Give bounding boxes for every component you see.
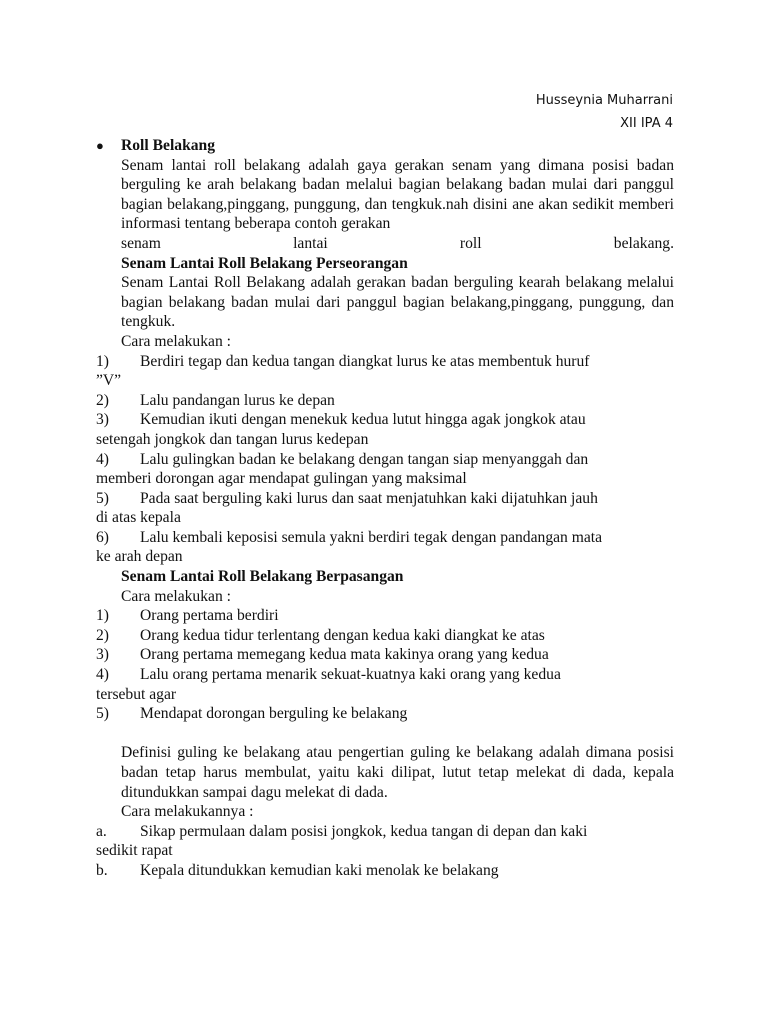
list-item: [96, 606, 674, 626]
list-text-continued: tersebut agar: [96, 685, 177, 703]
list-item: [96, 391, 674, 411]
list-item: [96, 626, 674, 646]
cara-melakukannya-label: Cara melakukannya :: [121, 803, 254, 821]
list-text-continued: ke arah depan: [96, 548, 183, 566]
cara-melakukan-label: Cara melakukan :: [121, 587, 231, 605]
list-text-continued: sedikit rapat: [96, 842, 173, 860]
list-number: 4): [96, 666, 109, 684]
subsection-title-perseorangan: Senam Lantai Roll Belakang Perseorangan: [121, 254, 408, 272]
list-item: [96, 352, 674, 391]
intro-text: Senam lantai roll belakang adalah gaya gerakan senam yang dimana posisi badan berguling ke arah belakang badan melalui bagian belakang badan mulai dari panggul bagian belakang,pinggang, punggung, dan tengkuk.nah disini ane akan sedikit memberi informasi tentang beberapa contoh gerakan: [121, 156, 674, 233]
list-text: Kemudian ikuti dengan menekuk kedua lutut hingga agak jongkok atau: [140, 411, 586, 429]
list-text: Pada saat berguling kaki lurus dan saat menjatuhkan kaki dijatuhkan jauh: [140, 489, 598, 507]
list-text: Lalu gulingkan badan ke belakang dengan tangan siap menyanggah dan: [140, 450, 589, 468]
author-class: XII IPA 4: [620, 116, 673, 131]
list-text: Lalu kembali keposisi semula yakni berdiri tegak dengan pandangan mata: [140, 528, 603, 546]
list-number: 6): [96, 528, 109, 546]
list-text-continued: ”V”: [96, 372, 122, 390]
berpasangan-steps: [96, 606, 674, 724]
list-number: 3): [96, 646, 109, 664]
list-text: Lalu pandangan lurus ke depan: [140, 391, 335, 409]
perseorangan-steps: [96, 352, 674, 568]
list-number: 5): [96, 705, 109, 723]
list-text: Lalu orang pertama menarik sekuat-kuatnya kaki orang yang kedua: [140, 666, 561, 684]
list-item: [96, 704, 674, 724]
list-text: Kepala ditundukkan kemudian kaki menolak ke belakang: [140, 861, 499, 879]
list-item: [96, 528, 674, 567]
list-text-continued: memberi dorongan agar mendapat gulingan yang maksimal: [96, 470, 467, 488]
list-text: Mendapat dorongan berguling ke belakang: [140, 705, 408, 723]
list-number: 2): [96, 391, 109, 409]
section-roll-belakang: [96, 136, 674, 156]
author-header: [373, 89, 673, 135]
list-item: [96, 645, 674, 665]
list-text: Orang kedua tidur terlentang dengan kedua kaki diangkat ke atas: [140, 626, 545, 644]
list-number: 1): [96, 607, 109, 625]
intro-last-line: senam lantai roll belakang.: [121, 234, 674, 252]
perseorangan-description: Senam Lantai Roll Belakang adalah gerakan badan berguling kearah belakang melalui bagian belakang badan mulai dari panggul bagian belakang,pinggang, punggung, dan tengkuk.: [121, 274, 674, 331]
bullet-icon: ●: [96, 138, 104, 153]
section-title: Roll Belakang: [121, 137, 216, 154]
definition-steps: [96, 822, 674, 881]
cara-melakukan-label: Cara melakukan :: [121, 332, 231, 350]
list-number: 5): [96, 489, 109, 507]
list-item: [96, 861, 674, 881]
definition-paragraph: Definisi guling ke belakang atau pengertian guling ke belakang adalah dimana posisi badan tetap harus membulat, yaitu kaki dilipat, lutut tetap melekat di dada, kepala ditundukkan sampai dagu melekat di dada.: [121, 744, 674, 801]
intro-paragraph: [96, 156, 674, 254]
author-name: Husseynia Muharrani: [535, 93, 673, 108]
list-text: Sikap permulaan dalam posisi jongkok, kedua tangan di depan dan kaki: [140, 822, 588, 840]
document-body: [96, 136, 674, 881]
list-item: [96, 822, 674, 861]
list-number: 1): [96, 352, 109, 370]
list-number: 4): [96, 450, 109, 468]
list-item: [96, 450, 674, 489]
list-number: 2): [96, 626, 109, 644]
list-text: Orang pertama berdiri: [140, 607, 279, 625]
list-text: Orang pertama memegang kedua mata kakinya orang yang kedua: [140, 646, 549, 664]
list-number: 3): [96, 411, 109, 429]
list-item: [96, 489, 674, 528]
paragraph-spacer: [96, 724, 674, 744]
subsection-title-berpasangan: Senam Lantai Roll Belakang Berpasangan: [121, 568, 404, 586]
list-text-continued: di atas kepala: [96, 509, 181, 527]
list-letter: a.: [96, 822, 107, 840]
list-text-continued: setengah jongkok dan tangan lurus kedepan: [96, 430, 369, 448]
list-letter: b.: [96, 861, 108, 879]
list-item: [96, 410, 674, 449]
list-item: [96, 665, 674, 704]
list-text: Berdiri tegap dan kedua tangan diangkat lurus ke atas membentuk huruf: [140, 352, 590, 370]
